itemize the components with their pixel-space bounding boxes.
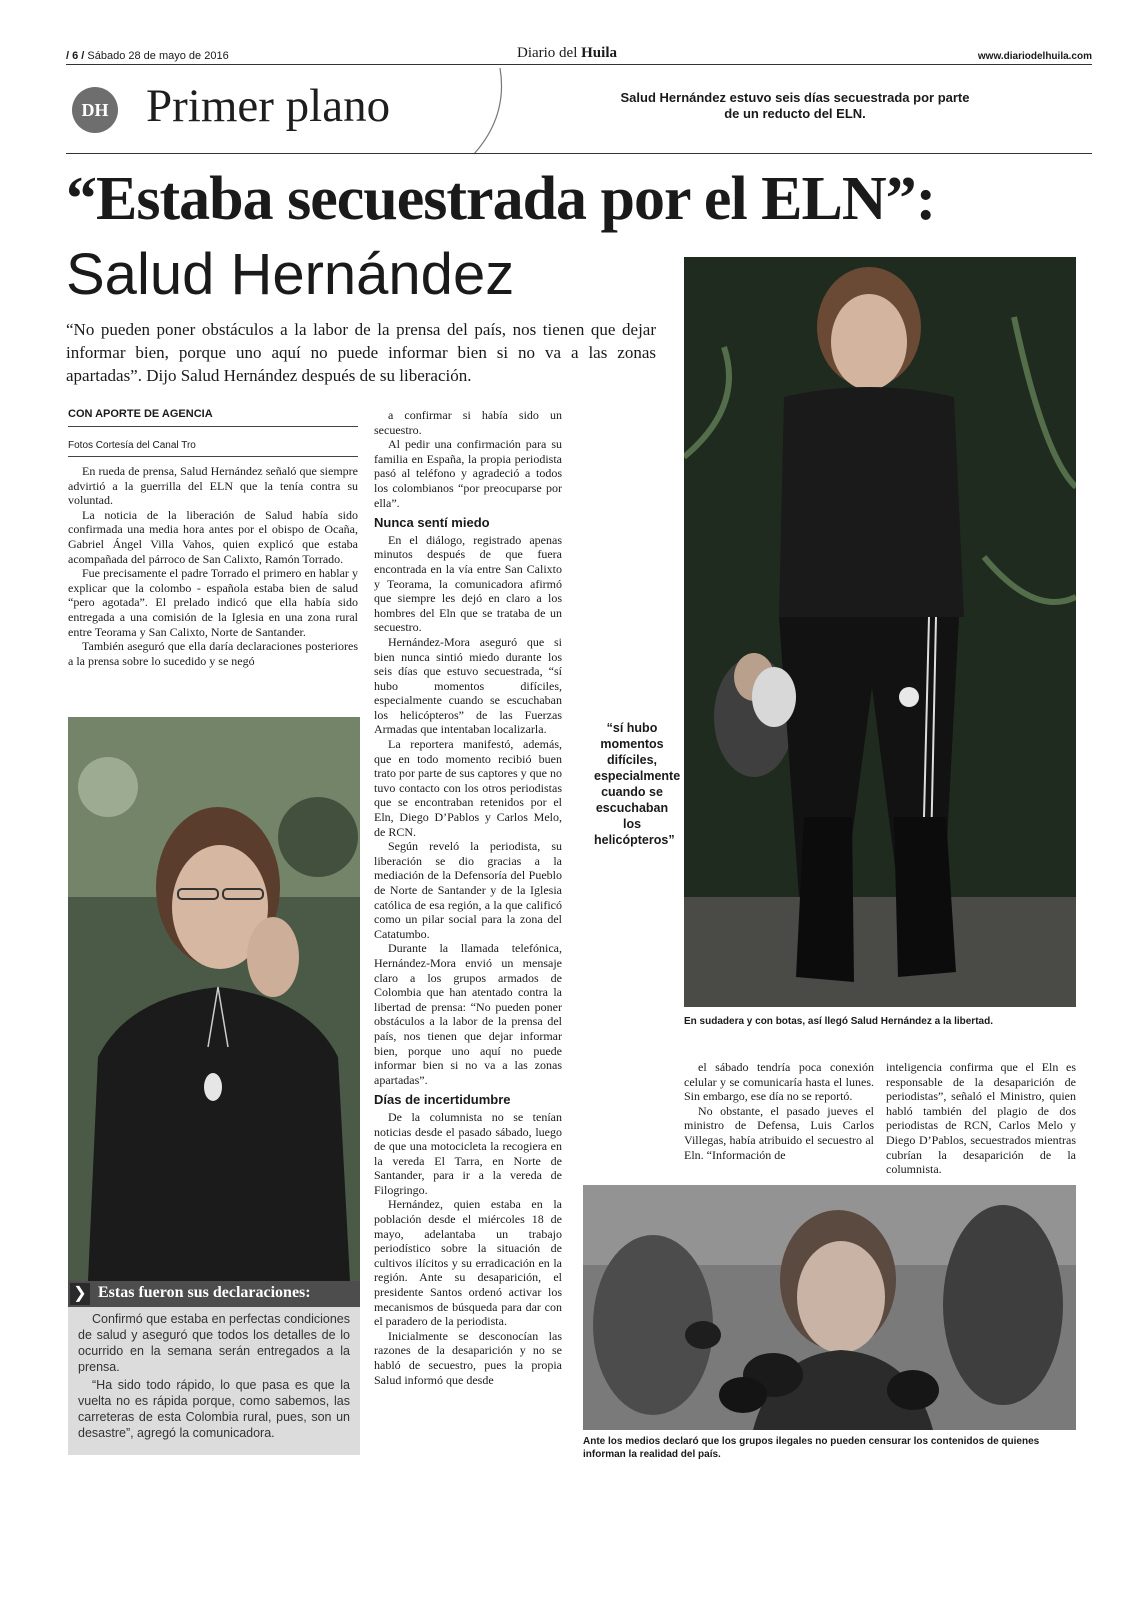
photo-illustration (68, 717, 360, 1281)
column-4 (886, 1060, 1076, 1177)
photo-illustration (583, 1185, 1076, 1430)
headline-line-2: Salud Hernández (66, 242, 515, 307)
caption-right: En sudadera y con botas, así llegó Salud Hernández a la libertad. (684, 1016, 993, 1027)
section-divider (470, 66, 510, 156)
subheading: Nunca sentí miedo (374, 515, 490, 531)
headline-line-1: “Estaba secuestrada por el ELN”: (66, 165, 936, 233)
paragraph: Inicialmente se desconocían las razones de la desaparición y no se habló de secuestro, pues la propia Salud informó que desde (374, 1328, 562, 1387)
section-teaser: Salud Hernández estuvo seis días secuestrada por parte de un reducto del ELN. (620, 90, 970, 121)
paragraph: Hernández-Mora aseguró que si bien nunca sintió miedo durante los seis días que estuvo secuestrada, “sí hubo momentos difíciles, especialmente cuando se escuchaban los helicópteros” de las Fuerzas Armadas que intentaban localizarla. (374, 634, 562, 737)
byline-rule (68, 426, 358, 427)
byline: CON APORTE DE AGENCIA (68, 408, 213, 420)
masthead (0, 45, 1134, 62)
paragraph: De la columnista no se tenían noticias desde el pasado sábado, luego de que una motocicleta la recogiera en la vereda El Tarra, en Norte de Santander, para ir a la vereda de Filogringo. (374, 1109, 562, 1197)
subheading: Días de incertidumbre (374, 1092, 511, 1108)
header-rule (66, 64, 1092, 65)
chevron-right-icon: ❯ (70, 1283, 90, 1305)
pull-quote: “sí hubo momentos difíciles, especialmente cuando se escuchaban los helicópteros” (594, 721, 681, 847)
paragraph: Hernández, quien estaba en la población desde el miércoles 18 de mayo, adelantaba un trabajo periodístico sobre la situación de cultivos ilícitos y su erradicación en la región. Ante su desaparición, el presidente Santos ordenó activar los mecanismos de búsqueda para dar con el paradero de la periodista. (374, 1197, 562, 1329)
paragraph: También aseguró que ella daría declaraciones posteriores a la prensa sobre lo sucedido y se negó (68, 639, 358, 668)
paragraph: Según reveló la periodista, su liberación se dio gracias a la mediación de la Defensoría del Pueblo de Norte de Santander y de la Iglesia católica de esa región, a la que calificó como un pilar social para la zona del Catatumbo. (374, 839, 562, 941)
photo-press-conference (583, 1185, 1076, 1430)
photo-illustration (684, 257, 1076, 1007)
declarations-box (68, 1307, 360, 1455)
column-3 (684, 1060, 874, 1162)
article-lead: “No pueden poner obstáculos a la labor de la prensa del país, nos tienen que dejar informar bien, porque uno aquí no puede informar bien si no va a las zonas apartadas”. Dijo Salud Hernández después de su liberación. (66, 320, 656, 385)
paragraph: En rueda de prensa, Salud Hernández señaló que siempre advirtió a la guerrilla del ELN que la tenía contra su voluntad. (68, 464, 358, 508)
paragraph: el sábado tendría poca conexión celular y se comunicaría hasta el lunes. Sin embargo, ese día no se reportó. (684, 1060, 874, 1104)
issue-date: Sábado 28 de mayo de 2016 (87, 50, 229, 62)
declarations-title: Estas fueron sus declaraciones: (98, 1284, 311, 1301)
paragraph: Durante la llamada telefónica, Hernández-Mora envió un mensaje claro a los grupos armados de Colombia que han atentado contra la libertad de prensa: “No pueden poner obstáculos a la labor de la prensa del país, nos tienen que dejar informar bien, porque uno aquí no puede informar bien si no va a las zonas apartadas”. (374, 941, 562, 1087)
declaration-paragraph: “Ha sido todo rápido, lo que pasa es que la vuelta no es rápida porque, como sabemos, las carreteras de esta Colombia rural, pues, son un desastre”, agregó la comunicadora. (78, 1378, 350, 1440)
dh-logo: DH (72, 87, 118, 133)
paragraph: Fue precisamente el padre Torrado el primero en hablar y explicar que la colombo - española estaba bien de salud “pero agotada”. El prelado indicó que ella había sido entregada a una comisión de la Iglesia en una zona rural entre Teorama y San Calixto, Norte de Santander. (68, 566, 358, 639)
paragraph: La noticia de la liberación de Salud había sido confirmada una media hora antes por el obispo de Ocaña, Gabriel Ángel Villa Vahos, quien explicó que estaba acompañada del párroco de San Calixto, Ramón Torrado. (68, 507, 358, 566)
masthead-name-bold: Huila (581, 45, 617, 61)
paragraph: La reportera manifestó, además, que en todo momento recibió buen trato por parte de sus captores y que no tuvo contacto con los otros periodistas que se encontraban retenidos por el Eln, Diego D’Pablos y Carlos Melo, de RCN. (374, 737, 562, 839)
photo-credit: Fotos Cortesía del Canal Tro (68, 440, 196, 451)
photo-salud-sweatpants (684, 257, 1076, 1007)
page-number: / 6 / (66, 50, 85, 62)
section-rule (66, 153, 1092, 154)
photo-salud-phone (68, 717, 360, 1281)
column-1 (68, 464, 358, 668)
paragraph: inteligencia confirma que el Eln es responsable de la desaparición de periodistas”, señaló el Ministro, quien habló también del plagio de dos periodistas de RCN, Carlos Melo y Diego D’Pablos, secuestrados mientras cubrían la desaparición de la columnista. (886, 1060, 1076, 1177)
declaration-paragraph: Confirmó que estaba en perfectas condiciones de salud y aseguró que todos los detalles de lo ocurrido en la semana serán entregados a la prensa. (78, 1312, 350, 1374)
paragraph: Al pedir una confirmación para su familia en España, la propia periodista pasó al teléfono y agradeció a todos los colombianos “por preocuparse por ella”. (374, 437, 562, 510)
paragraph: a confirmar si había sido un secuestro. (374, 408, 562, 437)
credit-rule (68, 456, 358, 457)
declarations-header (68, 1281, 360, 1307)
site-url[interactable]: www.diariodelhuila.com (977, 51, 1092, 62)
masthead-name: Diario del (516, 45, 578, 61)
caption-bottom: Ante los medios declaró que los grupos ilegales no pueden censurar los contenidos de quienes informan la realidad del país. (583, 1436, 1040, 1460)
paragraph: No obstante, el pasado jueves el ministro de Defensa, Luis Carlos Villegas, había atribuido el secuestro al Eln. “Información de (684, 1103, 874, 1162)
section-title: Primer plano (146, 80, 391, 132)
paragraph: En el diálogo, registrado apenas minutos después de que fuera encontrada en la vía entre San Calixto y Teorama, la comunicadora afirmó que siempre les dejó en claro a los hombres del Eln que se trataba de un secuestro. (374, 532, 562, 635)
column-2 (374, 408, 562, 1387)
